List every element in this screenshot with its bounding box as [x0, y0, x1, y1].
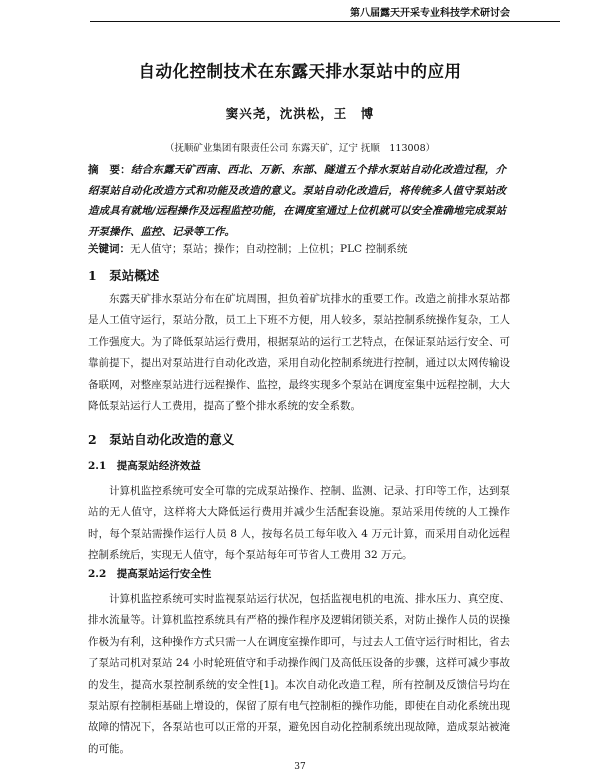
- keywords-label: 关键词：: [88, 243, 130, 255]
- body-paragraph: 计算机监控系统可实时监视泵站运行状况，包括监视电机的电流、排水压力、真空度、排水流量等。计算机监控系统具有严格的操作程序及逻辑闭锁关系，对防止操作人员的误操作极为有利，这种操作方式只需一人在调度室操作即可，与过去人工值守运行时相比，省去了泵站司机对泵站 24 小时轮班值守和手动操作阀门及高低压设备的步骤，这样可减少事故的发生，提高水泵控制系统的安全性[1]。本次自动化改造工程，所有控制及反馈信号均在泵站原有控制柜基础上增设的，保留了原有电气控制柜的操作功能，即使在自动化系统出现故障的情况下，各泵站也可以正常的开泵，避免因自动化控制系统出现故障，造成泵站被淹的可能。: [88, 593, 510, 755]
- subsection-heading: 2.2 提高泵站运行安全性: [88, 568, 212, 580]
- affiliation: （抚顺矿业集团有限责任公司 东露天矿，辽宁 抚顺 113008）: [164, 143, 436, 154]
- keywords: [88, 239, 508, 259]
- header-rule: [90, 21, 560, 22]
- abstract-text: 结合东露天矿西南、西北、万新、东部、隧道五个排水泵站自动化改造过程，介绍泵站自动化改造方式和功能及改造的意义。泵站自动化改造后，将传统多人值守泵站改造成具有就地/远程操作及远程监控功能，在调度室通过上位机就可以安全准确地完成泵站开泵操作、监控、记录等工作。: [88, 164, 507, 238]
- abstract: [88, 160, 506, 242]
- running-header: 第八届露天开采专业科技学术研讨会: [350, 8, 510, 19]
- author-list: 窦兴尧，沈洪松，王 博: [225, 106, 375, 121]
- subsection-heading: 2.1 提高泵站经济效益: [88, 460, 201, 472]
- keywords-text: 无人值守；泵站；操作；自动控制；上位机；PLC 控制系统: [130, 243, 408, 255]
- page-number: 37: [294, 762, 306, 772]
- paper-title: 自动化控制技术在东露天排水泵站中的应用: [138, 62, 462, 81]
- body-paragraph: 计算机监控系统可安全可靠的完成泵站操作、控制、监测、记录、打印等工作，达到泵站的无人值守，这样将大大降低运行费用并减少生活配套设施。泵站采用传统的人工操作时，每个泵站需操作运行人员 8 人，按每名员工每年收入 4 万元计算，而采用自动化远程控制系统后，实现无人值守，每个泵站每年可节省人工费用 32 万元。: [88, 485, 510, 562]
- section-heading: 1 泵站概述: [88, 268, 160, 283]
- body-paragraph: 东露天矿排水泵站分布在矿坑周围，担负着矿坑排水的重要工作。改造之前排水泵站都是人工值守运行，泵站分散，员工上下班不方便，用人较多，泵站控制系统操作复杂，工人工作强度大。为了降低泵站运行费用，根据泵站的运行工艺特点，在保证泵站运行安全、可靠前提下，提出对泵站进行自动化改造，采用自动化控制系统进行控制，通过以太网传输设备联网，对整座泵站进行远程操作、监控，最终实现多个泵站在调度室集中远程控制，大大降低泵站运行人工费用，提高了整个排水系统的安全系数。: [88, 293, 510, 413]
- section-heading: 2 泵站自动化改造的意义: [88, 432, 235, 447]
- abstract-label: 摘 要：: [88, 164, 131, 176]
